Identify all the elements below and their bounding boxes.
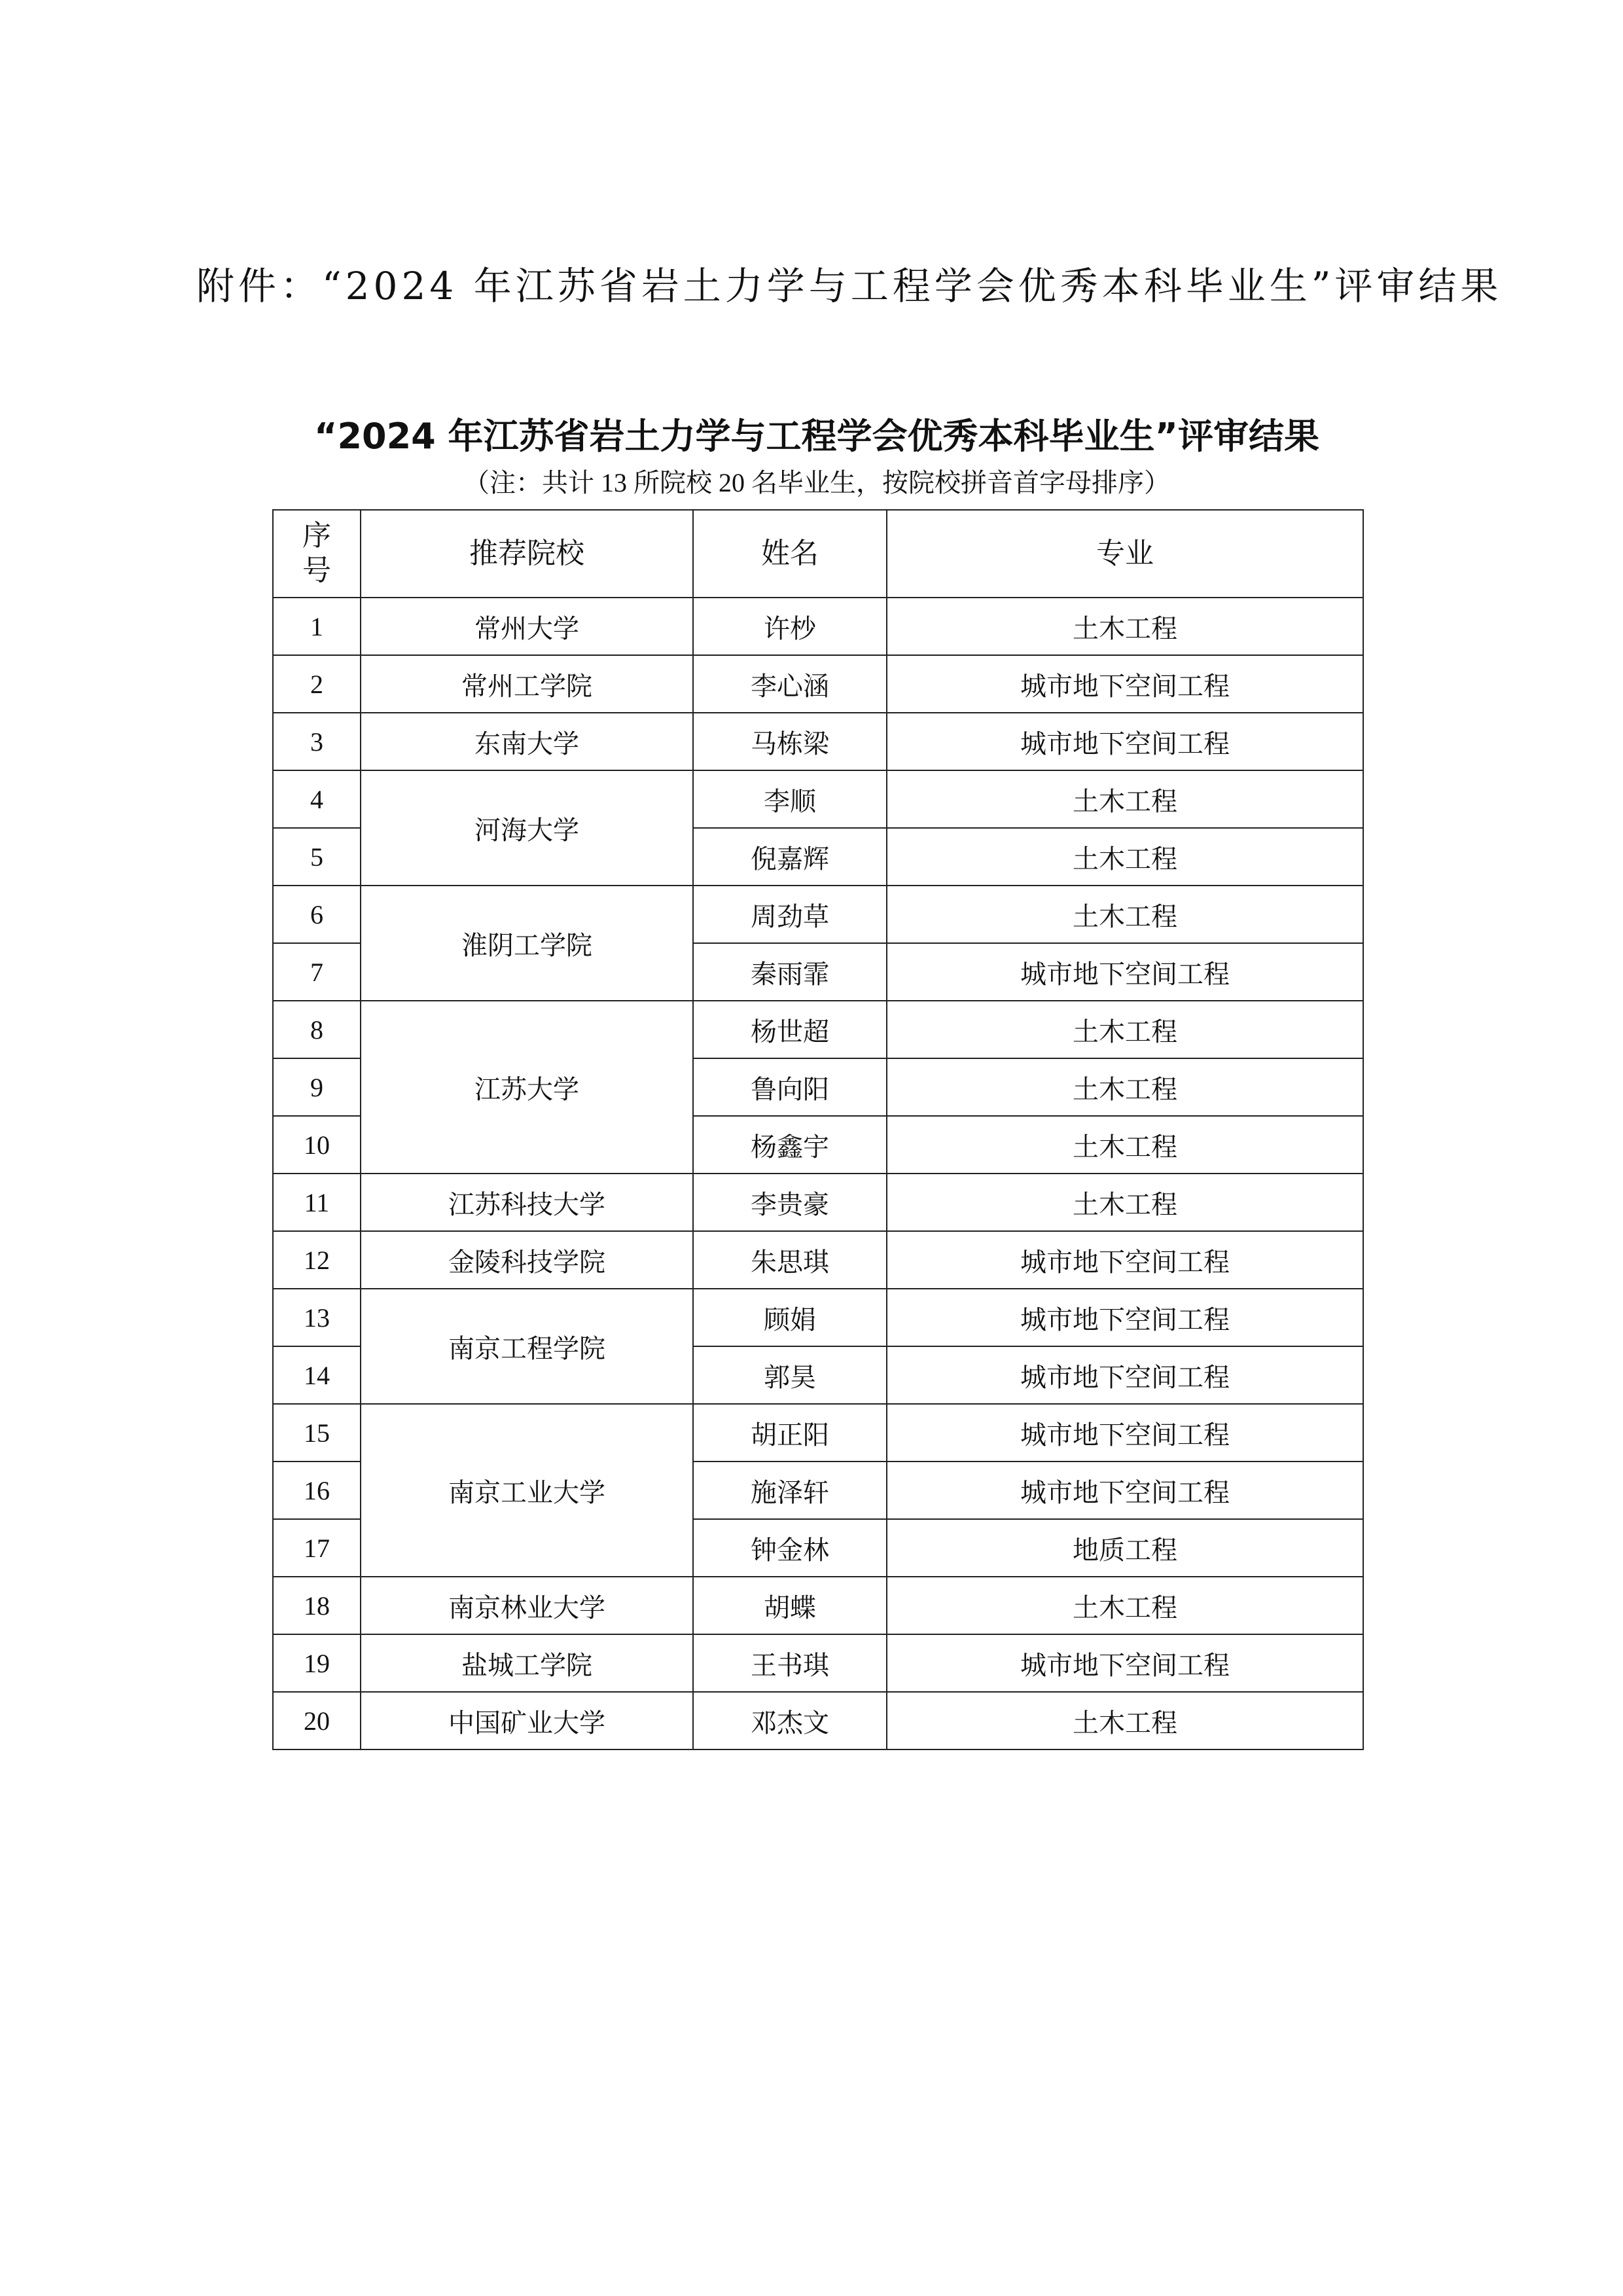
cell-major: 土木工程 bbox=[887, 1577, 1363, 1634]
cell-index: 13 bbox=[273, 1289, 361, 1346]
cell-name: 邓杰文 bbox=[693, 1692, 887, 1749]
cell-major: 城市地下空间工程 bbox=[887, 713, 1363, 770]
header-school: 推荐院校 bbox=[361, 510, 693, 598]
cell-name: 李心涵 bbox=[693, 655, 887, 713]
table-row bbox=[273, 1001, 1363, 1058]
cell-major: 城市地下空间工程 bbox=[887, 1634, 1363, 1692]
attachment-heading: 附件：“2024 年江苏省岩土力学与工程学会优秀本科毕业生”评审结果 bbox=[196, 264, 1503, 308]
cell-name: 郭昊 bbox=[693, 1346, 887, 1404]
cell-index: 4 bbox=[273, 770, 361, 828]
cell-index: 15 bbox=[273, 1404, 361, 1462]
table-header-row bbox=[273, 510, 1363, 598]
cell-major: 土木工程 bbox=[887, 598, 1363, 655]
cell-major: 土木工程 bbox=[887, 886, 1363, 943]
cell-name: 鲁向阳 bbox=[693, 1058, 887, 1116]
cell-school: 常州大学 bbox=[361, 598, 693, 655]
cell-major: 土木工程 bbox=[887, 1692, 1363, 1749]
cell-index: 19 bbox=[273, 1634, 361, 1692]
cell-name: 钟金林 bbox=[693, 1519, 887, 1577]
cell-index: 9 bbox=[273, 1058, 361, 1116]
cell-name: 许杪 bbox=[693, 598, 887, 655]
table-row bbox=[273, 1577, 1363, 1634]
cell-index: 1 bbox=[273, 598, 361, 655]
cell-major: 城市地下空间工程 bbox=[887, 1462, 1363, 1519]
cell-name: 杨鑫宇 bbox=[693, 1116, 887, 1174]
cell-school: 盐城工学院 bbox=[361, 1634, 693, 1692]
cell-name: 李贵豪 bbox=[693, 1174, 887, 1231]
cell-index: 16 bbox=[273, 1462, 361, 1519]
table-row bbox=[273, 1289, 1363, 1346]
document-title: “2024 年江苏省岩土力学与工程学会优秀本科毕业生”评审结果 bbox=[313, 416, 1320, 457]
cell-major: 土木工程 bbox=[887, 1174, 1363, 1231]
document-note: （注：共计 13 所院校 20 名毕业生，按院校拼音首字母排序） bbox=[463, 468, 1170, 497]
cell-school: 金陵科技学院 bbox=[361, 1231, 693, 1289]
cell-name: 倪嘉辉 bbox=[693, 828, 887, 886]
table-row bbox=[273, 770, 1363, 828]
cell-index: 6 bbox=[273, 886, 361, 943]
cell-name: 马栋梁 bbox=[693, 713, 887, 770]
cell-major: 城市地下空间工程 bbox=[887, 655, 1363, 713]
header-index-line1: 序 bbox=[302, 519, 331, 553]
cell-index: 8 bbox=[273, 1001, 361, 1058]
cell-school: 淮阴工学院 bbox=[361, 886, 693, 1001]
cell-major: 城市地下空间工程 bbox=[887, 1404, 1363, 1462]
cell-index: 3 bbox=[273, 713, 361, 770]
cell-name: 杨世超 bbox=[693, 1001, 887, 1058]
cell-name: 胡蝶 bbox=[693, 1577, 887, 1634]
cell-major: 土木工程 bbox=[887, 1058, 1363, 1116]
cell-name: 顾娟 bbox=[693, 1289, 887, 1346]
cell-school: 南京林业大学 bbox=[361, 1577, 693, 1634]
cell-major: 土木工程 bbox=[887, 828, 1363, 886]
cell-index: 2 bbox=[273, 655, 361, 713]
cell-school: 中国矿业大学 bbox=[361, 1692, 693, 1749]
cell-major: 土木工程 bbox=[887, 1001, 1363, 1058]
table-row bbox=[273, 1174, 1363, 1231]
cell-index: 5 bbox=[273, 828, 361, 886]
cell-major: 城市地下空间工程 bbox=[887, 943, 1363, 1001]
cell-index: 7 bbox=[273, 943, 361, 1001]
cell-school: 江苏大学 bbox=[361, 1001, 693, 1174]
table-row bbox=[273, 1692, 1363, 1749]
cell-index: 20 bbox=[273, 1692, 361, 1749]
cell-name: 胡正阳 bbox=[693, 1404, 887, 1462]
cell-name: 施泽轩 bbox=[693, 1462, 887, 1519]
cell-index: 18 bbox=[273, 1577, 361, 1634]
header-major: 专业 bbox=[887, 510, 1363, 598]
cell-school: 东南大学 bbox=[361, 713, 693, 770]
cell-major: 城市地下空间工程 bbox=[887, 1231, 1363, 1289]
cell-name: 周劲草 bbox=[693, 886, 887, 943]
cell-name: 王书琪 bbox=[693, 1634, 887, 1692]
table-row bbox=[273, 1634, 1363, 1692]
table-row bbox=[273, 713, 1363, 770]
header-index bbox=[273, 510, 361, 598]
cell-major: 土木工程 bbox=[887, 770, 1363, 828]
cell-school: 江苏科技大学 bbox=[361, 1174, 693, 1231]
cell-index: 10 bbox=[273, 1116, 361, 1174]
cell-school: 南京工业大学 bbox=[361, 1404, 693, 1577]
cell-index: 11 bbox=[273, 1174, 361, 1231]
cell-name: 秦雨霏 bbox=[693, 943, 887, 1001]
results-table bbox=[272, 509, 1364, 1750]
cell-name: 李顺 bbox=[693, 770, 887, 828]
table-row bbox=[273, 886, 1363, 943]
table-row bbox=[273, 655, 1363, 713]
cell-major: 城市地下空间工程 bbox=[887, 1346, 1363, 1404]
cell-index: 14 bbox=[273, 1346, 361, 1404]
cell-major: 城市地下空间工程 bbox=[887, 1289, 1363, 1346]
cell-name: 朱思琪 bbox=[693, 1231, 887, 1289]
table-row bbox=[273, 1404, 1363, 1462]
header-name: 姓名 bbox=[693, 510, 887, 598]
cell-index: 12 bbox=[273, 1231, 361, 1289]
header-index-line2: 号 bbox=[302, 554, 331, 587]
table-row bbox=[273, 1231, 1363, 1289]
cell-major: 土木工程 bbox=[887, 1116, 1363, 1174]
cell-school: 河海大学 bbox=[361, 770, 693, 886]
cell-school: 常州工学院 bbox=[361, 655, 693, 713]
cell-index: 17 bbox=[273, 1519, 361, 1577]
cell-school: 南京工程学院 bbox=[361, 1289, 693, 1404]
table-row bbox=[273, 598, 1363, 655]
cell-major: 地质工程 bbox=[887, 1519, 1363, 1577]
